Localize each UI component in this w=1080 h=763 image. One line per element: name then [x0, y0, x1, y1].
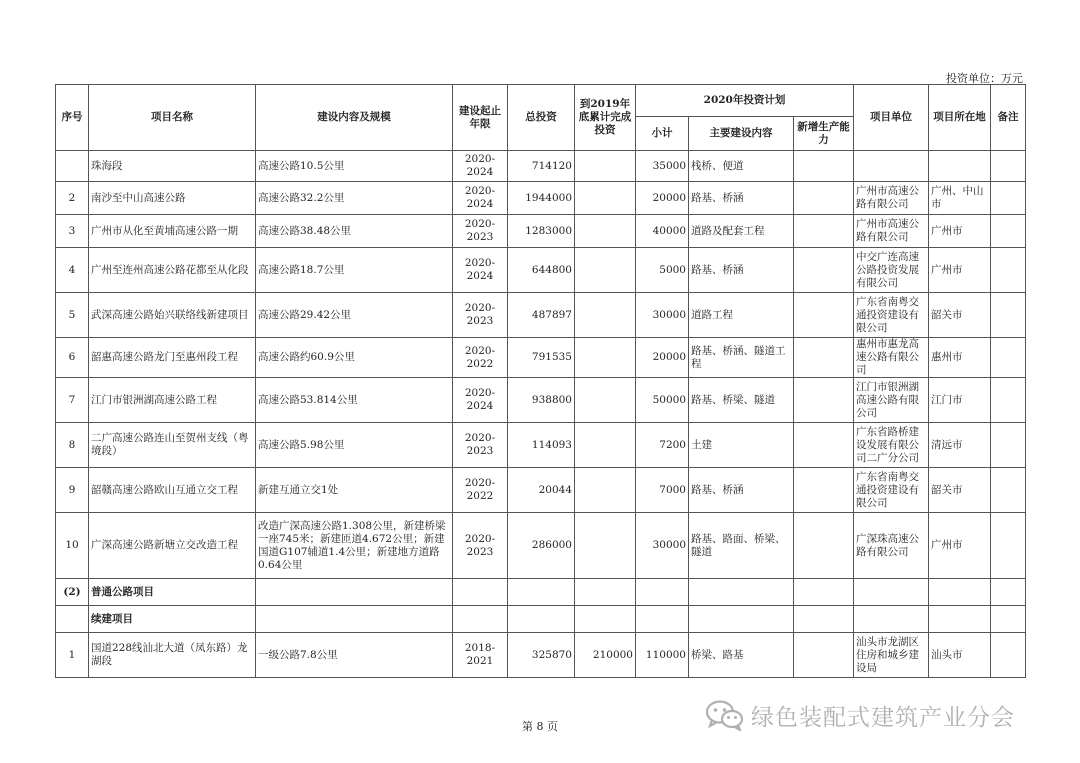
cell-content: 高速公路18.7公里	[256, 248, 453, 293]
cell-note	[991, 633, 1026, 678]
cell-main: 土建	[689, 423, 794, 468]
cell-name: 广州至连州高速公路花都至从化段	[89, 248, 256, 293]
cell-content: 高速公路29.42公里	[256, 293, 453, 338]
table-row	[56, 151, 1026, 182]
section-seq: (2)	[56, 579, 89, 606]
cell-name: 韶惠高速公路龙门至惠州段工程	[89, 338, 256, 378]
cell-main: 路基、桥涵	[689, 468, 794, 513]
page-number: 第 8 页	[522, 720, 558, 733]
cell-unit: 江门市银洲湖高速公路有限公司	[854, 378, 929, 423]
cell-subtotal: 7000	[636, 468, 689, 513]
cell-location: 江门市	[929, 378, 991, 423]
cell-subtotal: 7200	[636, 423, 689, 468]
cell-unit: 广东省路桥建设发展有限公司二广分公司	[854, 423, 929, 468]
cell-period: 2020-2022	[453, 338, 508, 378]
cell-location: 广州、中山市	[929, 182, 991, 215]
cell-note	[991, 338, 1026, 378]
cell-content: 一级公路7.8公里	[256, 633, 453, 678]
cell-content: 高速公路32.2公里	[256, 182, 453, 215]
cell-location: 韶关市	[929, 468, 991, 513]
cell-total: 714120	[508, 151, 575, 182]
section-row-general	[56, 579, 1026, 606]
cell-capacity	[794, 468, 854, 513]
investment-table	[55, 84, 1026, 678]
cell-total: 286000	[508, 513, 575, 579]
cell-location: 惠州市	[929, 338, 991, 378]
cell-period: 2020-2023	[453, 215, 508, 248]
cell-subtotal: 110000	[636, 633, 689, 678]
cell-main: 栈桥、便道	[689, 151, 794, 182]
cell-seq: 4	[56, 248, 89, 293]
header-capacity: 新增生产能力	[794, 117, 854, 151]
cell-location: 汕头市	[929, 633, 991, 678]
table-row	[56, 633, 1026, 678]
cell-unit: 广州市高速公路有限公司	[854, 215, 929, 248]
cell-content: 高速公路53.814公里	[256, 378, 453, 423]
cell-content: 高速公路38.48公里	[256, 215, 453, 248]
watermark-text: 绿色装配式建筑产业分会	[751, 704, 1015, 731]
cell-period: 2020-2024	[453, 151, 508, 182]
cell-period: 2018-2021	[453, 633, 508, 678]
cell-note	[991, 293, 1026, 338]
cell-cumulative	[575, 513, 636, 579]
cell-cumulative	[575, 215, 636, 248]
cell-seq: 7	[56, 378, 89, 423]
cell-content: 新建互通立交1处	[256, 468, 453, 513]
cell-name: 广州市从化至黄埔高速公路一期	[89, 215, 256, 248]
header-plan2020: 2020年投资计划	[636, 85, 854, 117]
cell-period: 2020-2023	[453, 513, 508, 579]
cell-subtotal: 30000	[636, 293, 689, 338]
cell-seq: 3	[56, 215, 89, 248]
cell-note	[991, 468, 1026, 513]
cell-main: 道路工程	[689, 293, 794, 338]
cell-capacity	[794, 248, 854, 293]
investment-unit-label: 投资单位：万元	[946, 72, 1023, 85]
cell-note	[991, 378, 1026, 423]
cell-capacity	[794, 215, 854, 248]
cell-subtotal: 50000	[636, 378, 689, 423]
cell-subtotal: 5000	[636, 248, 689, 293]
cell-capacity	[794, 423, 854, 468]
cell-unit: 广深珠高速公路有限公司	[854, 513, 929, 579]
table-row	[56, 338, 1026, 378]
cell-unit: 惠州市惠龙高速公路有限公司	[854, 338, 929, 378]
cell-location: 广州市	[929, 215, 991, 248]
cell-cumulative	[575, 423, 636, 468]
header-seq: 序号	[56, 85, 89, 151]
cell-unit: 广州市高速公路有限公司	[854, 182, 929, 215]
cell-capacity	[794, 151, 854, 182]
cell-total: 644800	[508, 248, 575, 293]
table-row	[56, 215, 1026, 248]
cell-seq: 10	[56, 513, 89, 579]
cell-main: 路基、路面、桥梁、隧道	[689, 513, 794, 579]
cell-main: 路基、桥涵	[689, 182, 794, 215]
cell-unit: 中交广连高速公路投资发展有限公司	[854, 248, 929, 293]
cell-total: 1944000	[508, 182, 575, 215]
cell-note	[991, 151, 1026, 182]
cell-name: 二广高速公路连山至贺州支线（粤境段）	[89, 423, 256, 468]
cell-period: 2020-2022	[453, 468, 508, 513]
cell-note	[991, 248, 1026, 293]
table-row	[56, 182, 1026, 215]
cell-note	[991, 182, 1026, 215]
cell-location: 韶关市	[929, 293, 991, 338]
cell-unit: 汕头市龙湖区住房和城乡建设局	[854, 633, 929, 678]
cell-name: 国道228线汕北大道（凤东路）龙湖段	[89, 633, 256, 678]
wechat-icon	[705, 699, 745, 731]
header-total: 总投资	[508, 85, 575, 151]
cell-total: 487897	[508, 293, 575, 338]
cell-cumulative	[575, 248, 636, 293]
cell-seq: 6	[56, 338, 89, 378]
table-row	[56, 378, 1026, 423]
cell-content: 高速公路10.5公里	[256, 151, 453, 182]
cell-subtotal: 30000	[636, 513, 689, 579]
cell-location: 广州市	[929, 513, 991, 579]
cell-name: 韶赣高速公路欧山互通立交工程	[89, 468, 256, 513]
cell-content: 高速公路约60.9公里	[256, 338, 453, 378]
cell-subtotal: 20000	[636, 338, 689, 378]
cell-note	[991, 423, 1026, 468]
watermark	[705, 697, 1015, 733]
cell-capacity	[794, 338, 854, 378]
cell-subtotal: 40000	[636, 215, 689, 248]
cell-capacity	[794, 182, 854, 215]
cell-cumulative: 210000	[575, 633, 636, 678]
header-content: 建设内容及规模	[256, 85, 453, 151]
table-row	[56, 293, 1026, 338]
cell-name: 珠海段	[89, 151, 256, 182]
cell-note	[991, 513, 1026, 579]
table-row	[56, 423, 1026, 468]
cell-name: 江门市银洲湖高速公路工程	[89, 378, 256, 423]
cell-location: 广州市	[929, 248, 991, 293]
cell-cumulative	[575, 182, 636, 215]
cell-cumulative	[575, 338, 636, 378]
header-name: 项目名称	[89, 85, 256, 151]
cell-location: 清远市	[929, 423, 991, 468]
cell-location	[929, 151, 991, 182]
cell-cumulative	[575, 293, 636, 338]
cell-total: 938800	[508, 378, 575, 423]
cell-cumulative	[575, 468, 636, 513]
cell-main: 路基、桥涵	[689, 248, 794, 293]
table-row	[56, 248, 1026, 293]
cell-seq: 8	[56, 423, 89, 468]
cell-seq	[56, 151, 89, 182]
header-cumulative: 到2019年底累计完成投资	[575, 85, 636, 151]
section-name: 普通公路项目	[89, 579, 256, 606]
cell-unit	[854, 151, 929, 182]
section-continued-name: 续建项目	[89, 606, 256, 633]
cell-capacity	[794, 293, 854, 338]
cell-seq: 1	[56, 633, 89, 678]
header-note: 备注	[991, 85, 1026, 151]
header-period: 建设起止年限	[453, 85, 508, 151]
header-unit: 项目单位	[854, 85, 929, 151]
cell-seq: 9	[56, 468, 89, 513]
cell-seq: 5	[56, 293, 89, 338]
cell-period: 2020-2023	[453, 293, 508, 338]
cell-unit: 广东省南粤交通投资建设有限公司	[854, 468, 929, 513]
cell-seq: 2	[56, 182, 89, 215]
cell-content: 改造广深高速公路1.308公里，新建桥梁一座745米；新建匝道4.672公里；新建国道G107辅道1.4公里；新建地方道路0.64公里	[256, 513, 453, 579]
cell-name: 广深高速公路新塘立交改造工程	[89, 513, 256, 579]
cell-subtotal: 35000	[636, 151, 689, 182]
table-body	[56, 151, 1026, 678]
cell-capacity	[794, 513, 854, 579]
cell-total: 20044	[508, 468, 575, 513]
header-location: 项目所在地	[929, 85, 991, 151]
table-row	[56, 468, 1026, 513]
cell-capacity	[794, 378, 854, 423]
cell-total: 1283000	[508, 215, 575, 248]
cell-name: 武深高速公路始兴联络线新建项目	[89, 293, 256, 338]
cell-main: 道路及配套工程	[689, 215, 794, 248]
cell-period: 2020-2024	[453, 182, 508, 215]
cell-period: 2020-2024	[453, 378, 508, 423]
cell-total: 325870	[508, 633, 575, 678]
cell-total: 114093	[508, 423, 575, 468]
cell-main: 桥梁、路基	[689, 633, 794, 678]
section-row-continued	[56, 606, 1026, 633]
cell-capacity	[794, 633, 854, 678]
cell-content: 高速公路5.98公里	[256, 423, 453, 468]
header-subtotal: 小计	[636, 117, 689, 151]
table-row	[56, 513, 1026, 579]
cell-period: 2020-2023	[453, 423, 508, 468]
cell-period: 2020-2024	[453, 248, 508, 293]
cell-unit: 广东省南粤交通投资建设有限公司	[854, 293, 929, 338]
cell-cumulative	[575, 378, 636, 423]
cell-main: 路基、桥梁、隧道	[689, 378, 794, 423]
cell-cumulative	[575, 151, 636, 182]
header-main-content: 主要建设内容	[689, 117, 794, 151]
cell-main: 路基、桥涵、隧道工程	[689, 338, 794, 378]
cell-total: 791535	[508, 338, 575, 378]
cell-subtotal: 20000	[636, 182, 689, 215]
cell-note	[991, 215, 1026, 248]
cell-name: 南沙至中山高速公路	[89, 182, 256, 215]
